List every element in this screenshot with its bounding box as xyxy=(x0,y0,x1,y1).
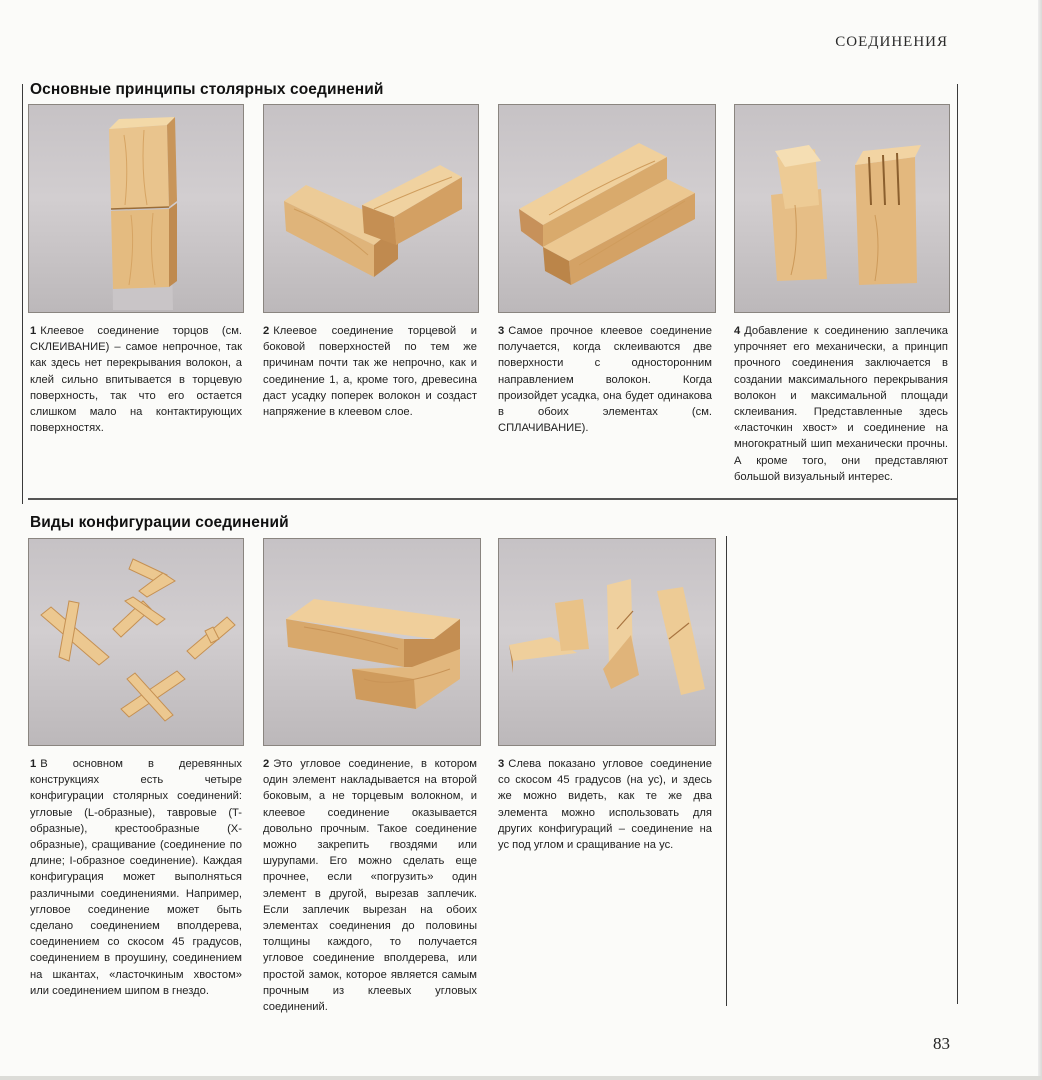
scan-edge xyxy=(1038,0,1042,1080)
page-number: 83 xyxy=(933,1034,950,1053)
scan-bottom-edge xyxy=(0,1076,1042,1080)
end-to-end-joint-photo xyxy=(28,104,244,313)
caption-principles-4: 4 Добавление к соединению заплечика упрочняет его механически, а принцип прочного соединения заключается в создании максимального перекрывания волокон и максимальной площади склеивания. Представленные здесь «ласточкин хвост» и соединение на многократный шип механически прочны. А кроме того, они представляют большой визуальный интерес. xyxy=(734,325,948,483)
caption-principles-3: 3 Самое прочное клеевое соединение получается, когда склеиваются две поверхности с односторонним направлением волокон. Когда произойдет усадка, она будет одинакова в обоих элементах (см. СПЛАЧИВАНИЕ). xyxy=(498,325,712,435)
running-head: СОЕДИНЕНИЯ xyxy=(835,34,948,50)
caption-principles-1: 1 Клеевое соединение торцов (см. СКЛЕИВАНИЕ) – самое непрочное, так как здесь нет перекрывания волокон, а клей сильно впитывается в торцевую поверхность, так что его остается слишком мало на контактирующих поверхностях. xyxy=(30,325,242,435)
section-title-principles: Основные принципы столярных соединений xyxy=(30,81,384,98)
section-title-configurations: Виды конфигурации соединений xyxy=(30,514,289,531)
dovetail-and-finger-joint-photo xyxy=(734,104,950,313)
caption-configurations-3: 3 Слева показано угловое соединение со скосом 45 градусов (на ус), и здесь же можно видеть, как те же два элемента можно использовать для других конфигураций – соединение на ус под углом и сращивание на ус. xyxy=(498,758,712,852)
mitre-joint-photo xyxy=(498,538,716,746)
four-configurations-photo xyxy=(28,538,244,746)
section-divider xyxy=(28,498,957,500)
edge-to-edge-joint-photo xyxy=(498,104,716,313)
end-to-side-joint-photo xyxy=(263,104,479,313)
caption-configurations-2: 2 Это угловое соединение, в котором один элемент накладывается на второй боковым, а не торцевым волокном, и клеевое соединение оказывается довольно прочным. Такое соединение можно закрепить гвоздями или шурупами. Его можно сделать еще прочнее, если «погрузить» один элемент в другой, вырезав заплечик. Если заплечик вырезан на обоих элементах соединения до половины толщины каждого, то получается угловое соединение вполдерева, или простой замок, которое является самым прочным из клеевых угловых соединений. xyxy=(263,758,477,1014)
mid-vertical-rule xyxy=(726,536,727,1006)
caption-principles-2: 2 Клеевое соединение торцевой и боковой поверхностей по тем же причинам почти так же непрочно, как и соединение 1, а, кроме того, древесина даст усадку поперек волокон и создаст напряжение в клеевом слое. xyxy=(263,325,477,419)
overlap-corner-joint-photo xyxy=(263,538,481,746)
right-vertical-rule xyxy=(957,84,958,1004)
caption-configurations-1: 1 В основном в деревянных конструкциях есть четыре конфигурации столярных соединений: угловые (L-образные), тавровые (T-образные), крестообразные (X-образные), сращивание (соединение по длине; I-образное соединение). Каждая конфигурация может выполняться различными соединениями. Например, угловое соединение может быть сделано соединением вполдерева, соединением со скосом 45 градусов, соединением в проушину, соединением на шкантах, «ласточкиным хвостом» или соединением шипом в гнездо. xyxy=(30,758,242,997)
left-vertical-rule xyxy=(22,84,23,504)
